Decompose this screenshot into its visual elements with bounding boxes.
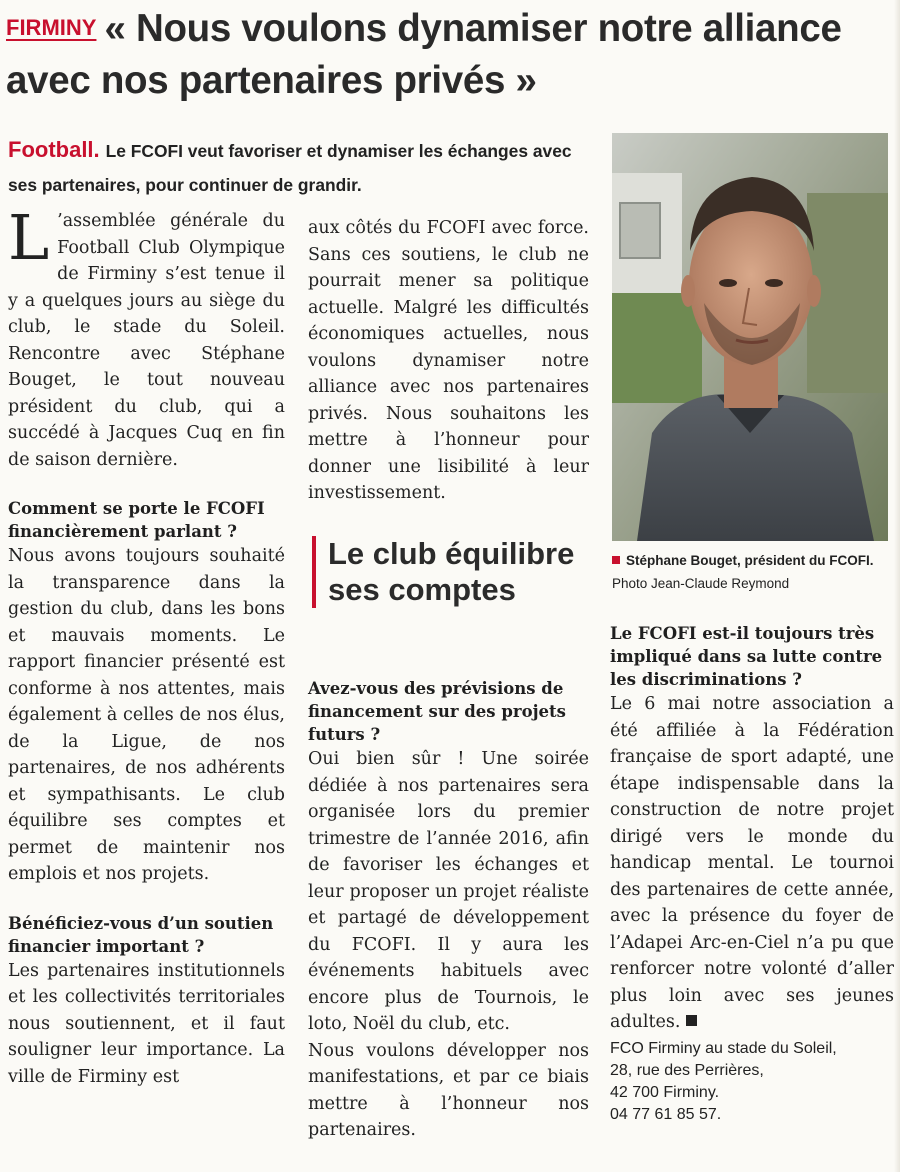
question-4: Le FCOFI est-il toujours très impliqué dans sa lutte contre les discriminations ?: [610, 624, 883, 689]
headline: [6, 2, 896, 107]
question-1: Comment se porte le FCOFI financièrement parlant ?: [8, 499, 265, 541]
column-3: [610, 622, 894, 1126]
question-2: Bénéficiez-vous d’un soutien financier important ?: [8, 913, 274, 956]
answer-1: Nous avons toujours souhaité la transparence dans la gestion du club, dans les bons et mauvais moments. Le rapport financier présenté est conforme à nos attentes, mais également à celles de nos élus, de la Ligue, de nos partenaires, de nos adhérents et sympathisants. Le club équilibre ses comptes et permet de maintenir nos emplois et nos projets.: [8, 546, 285, 884]
standfirst: [8, 133, 598, 202]
answer-4-text: Le 6 mai notre association a été affiliée à la Fédération française de sport adapté, une étape indispensable dans la construction de notre projet dirigé vers le monde du handicap mental. Le tournoi des partenaires de cette année, avec la présence du foyer de l’Adapei Arc-en-Ciel n’a pu que renforcer notre volonté d’aller plus loin avec ses jeunes adultes.: [610, 694, 894, 1032]
contact-block: [610, 1038, 894, 1126]
end-mark-icon: [686, 1015, 697, 1026]
answer-2: Les partenaires institutionnels et les collectivités territoriales nous soutiennent, et il faut souligner leur importance. La ville de Firminy est: [8, 960, 285, 1087]
kicker-location: FIRMINY: [6, 15, 97, 40]
contact-line-2: 28, rue des Perrières,: [610, 1061, 764, 1079]
page-edge: [894, 0, 900, 1172]
caption-bullet-icon: [612, 556, 620, 564]
standfirst-text: Le FCOFI veut favoriser et dynamiser les échanges avec ses partenaires, pour continuer de grandir.: [8, 141, 572, 195]
section-label: Football.: [8, 137, 100, 162]
intertitle: Le club équilibre ses comptes: [312, 536, 598, 608]
contact-phone: 04 77 61 85 57.: [610, 1105, 722, 1123]
contact-line-3: 42 700 Firminy.: [610, 1083, 720, 1101]
column-1: [8, 201, 285, 1090]
column-2-lower: [308, 677, 589, 1144]
column-2: [308, 215, 589, 507]
answer-3b: Nous voulons développer nos manifestations, et par ce biais mettre à l’honneur nos partenaires.: [308, 1040, 589, 1140]
intro-paragraph: [8, 201, 285, 473]
portrait-photo: [612, 133, 888, 541]
headline-title: « Nous voulons dynamiser notre alliance avec nos partenaires privés »: [6, 7, 842, 102]
photo-credit: Photo Jean-Claude Reymond: [612, 576, 790, 591]
drop-cap: L: [8, 201, 50, 274]
contact-line-1: FCO Firminy au stade du Soleil,: [610, 1039, 837, 1057]
question-3: Avez-vous des prévisions de financement sur des projets futurs ?: [308, 679, 566, 744]
intro-text: ’assemblée générale du Football Club Olympique de Firminy s’est tenue il y a quelques jours au siège du club, le stade du Soleil. Rencontre avec Stéphane Bouget, le tout nouveau président du club, qui a succédé à Jacques Cuq en fin de saison dernière.: [8, 211, 285, 470]
answer-3: Oui bien sûr ! Une soirée dédiée à nos partenaires sera organisée lors du premier trimestre de l’année 2016, afin de favoriser les échanges et leur proposer un projet réaliste et partagé de développement du FCOFI. Il y aura les événements habituels avec encore plus de Tournois, le loto, Noël du club, etc.: [308, 749, 589, 1034]
caption-text: Stéphane Bouget, président du FCOFI.: [626, 553, 874, 568]
answer-4: [610, 691, 894, 1036]
photo-caption: [612, 549, 896, 595]
answer-2-continued: aux côtés du FCOFI avec force. Sans ces soutiens, le club ne pourrait mener sa politique actuelle. Malgré les difficultés économiques actuelles, nous voulons dynamiser notre alliance avec nos partenaires privés. Nous souhaitons les mettre à l’honneur pour donner une lisibilité à leur investissement.: [308, 218, 589, 503]
portrait-illustration: [612, 133, 888, 541]
